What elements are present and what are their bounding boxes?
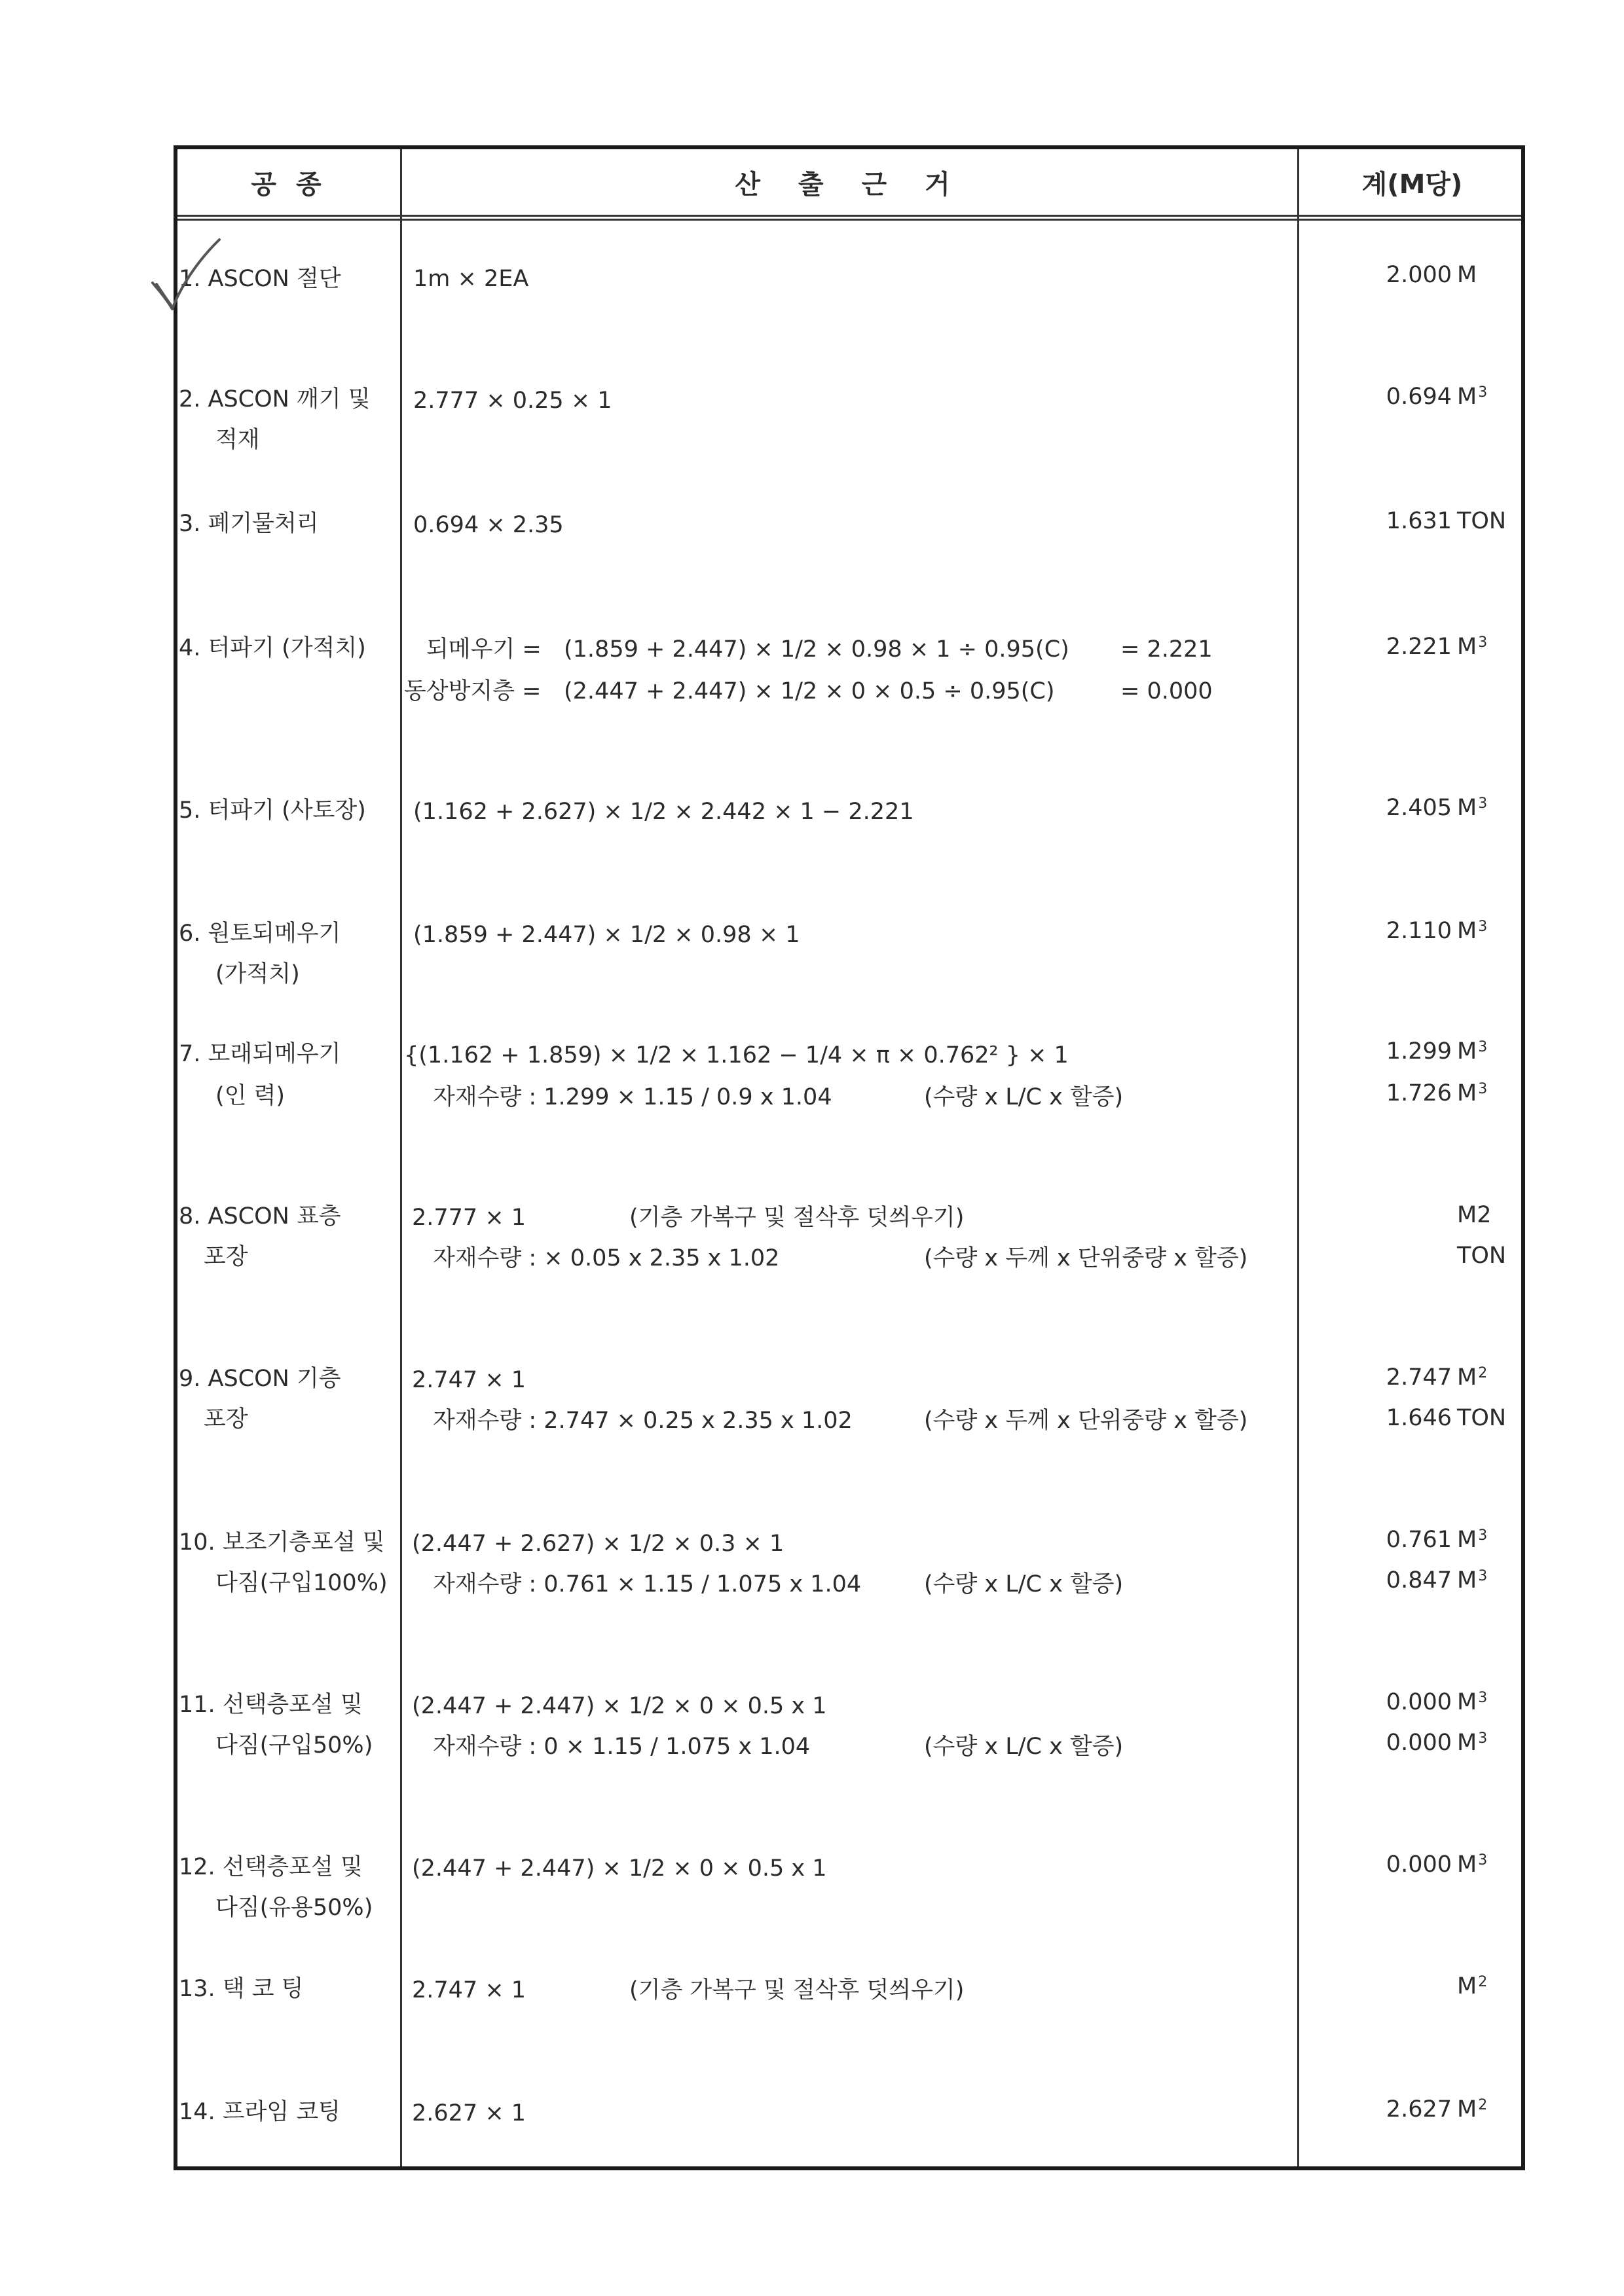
row-14-name: 14. 프라임 코팅 [179,2099,341,2125]
row-7-name: 7. 모래되메우기 [179,1041,341,1067]
row-8-calc-formula: 2.777 × 1 [412,1205,526,1231]
row-7-name-line2: (인 력) [215,1083,286,1109]
row-6-name-line2: (가적치) [215,961,300,987]
row-13-total: $M^2$ [1457,1973,1488,1999]
row-4-calc-label-2: 동상방지층 = [404,678,542,704]
row-14-calc-formula: 2.627 × 1 [412,2100,526,2126]
row-13-calc-remark: (기층 가복구 및 절삭후 덧씌우기) [629,1977,965,2003]
row-9-calc-formula: 2.747 × 1 [412,1367,526,1393]
row-7-calc-formula: {(1.162 + 1.859) × 1/2 × 1.162 − 1/4 × π × 0.762² } × 1 [404,1042,1069,1068]
row-3-total: 1.631 TON [1386,508,1507,534]
row-11-calc-formula: (2.447 + 2.447) × 1/2 × 0 × 0.5 x 1 [412,1693,827,1719]
row-10-calc-formula: (2.447 + 2.627) × 1/2 × 0.3 × 1 [412,1531,784,1557]
row-12-name: 12. 선택층포설 및 [179,1854,363,1880]
row-9-calc-material: 자재수량 : 2.747 × 0.25 x 2.35 x 1.02 [433,1408,853,1434]
row-11-name: 11. 선택층포설 및 [179,1692,363,1718]
row-11-total-2: 0.000 $M^3$ [1386,1730,1488,1756]
row-4-calc-result-2: = 0.000 [1120,678,1213,704]
row-2-total: 0.694 $M^3$ [1386,384,1488,410]
row-9-name: 9. ASCON 기층 [179,1366,341,1392]
row-10-total-1: 0.761 $M^3$ [1386,1527,1488,1553]
header-calculation-basis: 산 출 근 거 [735,169,965,200]
row-3-calc: 0.694 × 2.35 [413,512,564,538]
header-divider [177,215,1521,217]
row-4-total: 2.221 $M^3$ [1386,634,1488,660]
row-9-total-1: 2.747 $M^2$ [1386,1364,1488,1391]
row-8-calc-note: (수량 x 두께 x 단위중량 x 할증) [924,1245,1248,1271]
row-8-calc-remark: (기층 가복구 및 절삭후 덧씌우기) [629,1205,965,1231]
row-3-name: 3. 폐기물처리 [179,511,319,537]
header-total: 계(M당) [1361,169,1463,200]
row-2-calc: 2.777 × 0.25 × 1 [413,388,612,414]
row-6-name: 6. 원토되메우기 [179,920,341,947]
row-10-calc-material: 자재수량 : 0.761 × 1.15 / 1.075 x 1.04 [433,1571,862,1597]
column-divider [400,149,402,2166]
row-5-calc: (1.162 + 2.627) × 1/2 × 2.442 × 1 − 2.221 [413,799,914,825]
row-4-name: 4. 터파기 (가적치) [179,635,366,661]
row-11-calc-note: (수량 x L/C x 할증) [924,1734,1124,1760]
row-9-name-line2: 포장 [204,1406,248,1432]
row-8-total-1: M2 [1457,1202,1492,1228]
row-10-total-2: 0.847 $M^3$ [1386,1567,1488,1594]
row-7-calc-note: (수량 x L/C x 할증) [924,1084,1124,1110]
row-7-calc-material: 자재수량 : 1.299 × 1.15 / 0.9 x 1.04 [433,1084,832,1110]
row-11-name-line2: 다짐(구입50%) [215,1732,373,1758]
row-14-total: 2.627 $M^2$ [1386,2096,1488,2123]
row-4-calc-label-1: 되메우기 = [426,636,542,663]
column-divider [1297,149,1299,2166]
row-5-name: 5. 터파기 (사토장) [179,797,366,824]
row-12-calc-formula: (2.447 + 2.447) × 1/2 × 0 × 0.5 x 1 [412,1855,827,1882]
row-12-total: 0.000 $M^3$ [1386,1851,1488,1878]
row-2-name: 2. ASCON 깨기 및 [179,386,371,412]
row-13-calc-formula: 2.747 × 1 [412,1977,526,2003]
calculation-table [174,145,1525,2170]
row-8-calc-material: 자재수량 : × 0.05 x 2.35 x 1.02 [433,1245,780,1271]
row-4-calc-result-1: = 2.221 [1120,636,1213,663]
row-13-name: 13. 택 코 팅 [179,1976,304,2002]
row-7-total-2: 1.726 $M^3$ [1386,1080,1488,1106]
row-7-total-1: 1.299 $M^3$ [1386,1038,1488,1065]
row-10-name: 10. 보조기층포설 및 [179,1529,385,1556]
row-4-calc-formula-2: (2.447 + 2.447) × 1/2 × 0 × 0.5 ÷ 0.95(C) [564,678,1055,704]
row-6-calc: (1.859 + 2.447) × 1/2 × 0.98 × 1 [413,922,800,948]
row-2-name-line2: 적재 [215,427,260,453]
checkmark-icon [147,236,232,334]
row-8-name: 8. ASCON 표층 [179,1203,341,1230]
row-9-total-2: 1.646 TON [1386,1405,1507,1431]
row-10-name-line2: 다짐(구입100%) [215,1570,388,1596]
row-12-name-line2: 다짐(유용50%) [215,1895,373,1921]
row-4-calc-formula-1: (1.859 + 2.447) × 1/2 × 0.98 × 1 ÷ 0.95(C) [564,636,1069,663]
row-1-total: 2.000 M [1386,262,1477,288]
row-8-name-line2: 포장 [204,1244,248,1270]
header-divider [177,219,1521,221]
header-work-type: 공 종 [251,169,327,200]
row-1-calc: 1m × 2EA [413,266,529,292]
row-5-total: 2.405 $M^3$ [1386,795,1488,821]
row-1-name: 1. ASCON 절단 [179,266,341,292]
row-8-total-2: TON [1457,1243,1507,1269]
row-9-calc-note: (수량 x 두께 x 단위중량 x 할증) [924,1408,1248,1434]
row-11-total-1: 0.000 $M^3$ [1386,1689,1488,1715]
row-10-calc-note: (수량 x L/C x 할증) [924,1571,1124,1597]
row-6-total: 2.110 $M^3$ [1386,918,1488,944]
row-11-calc-material: 자재수량 : 0 × 1.15 / 1.075 x 1.04 [433,1734,811,1760]
